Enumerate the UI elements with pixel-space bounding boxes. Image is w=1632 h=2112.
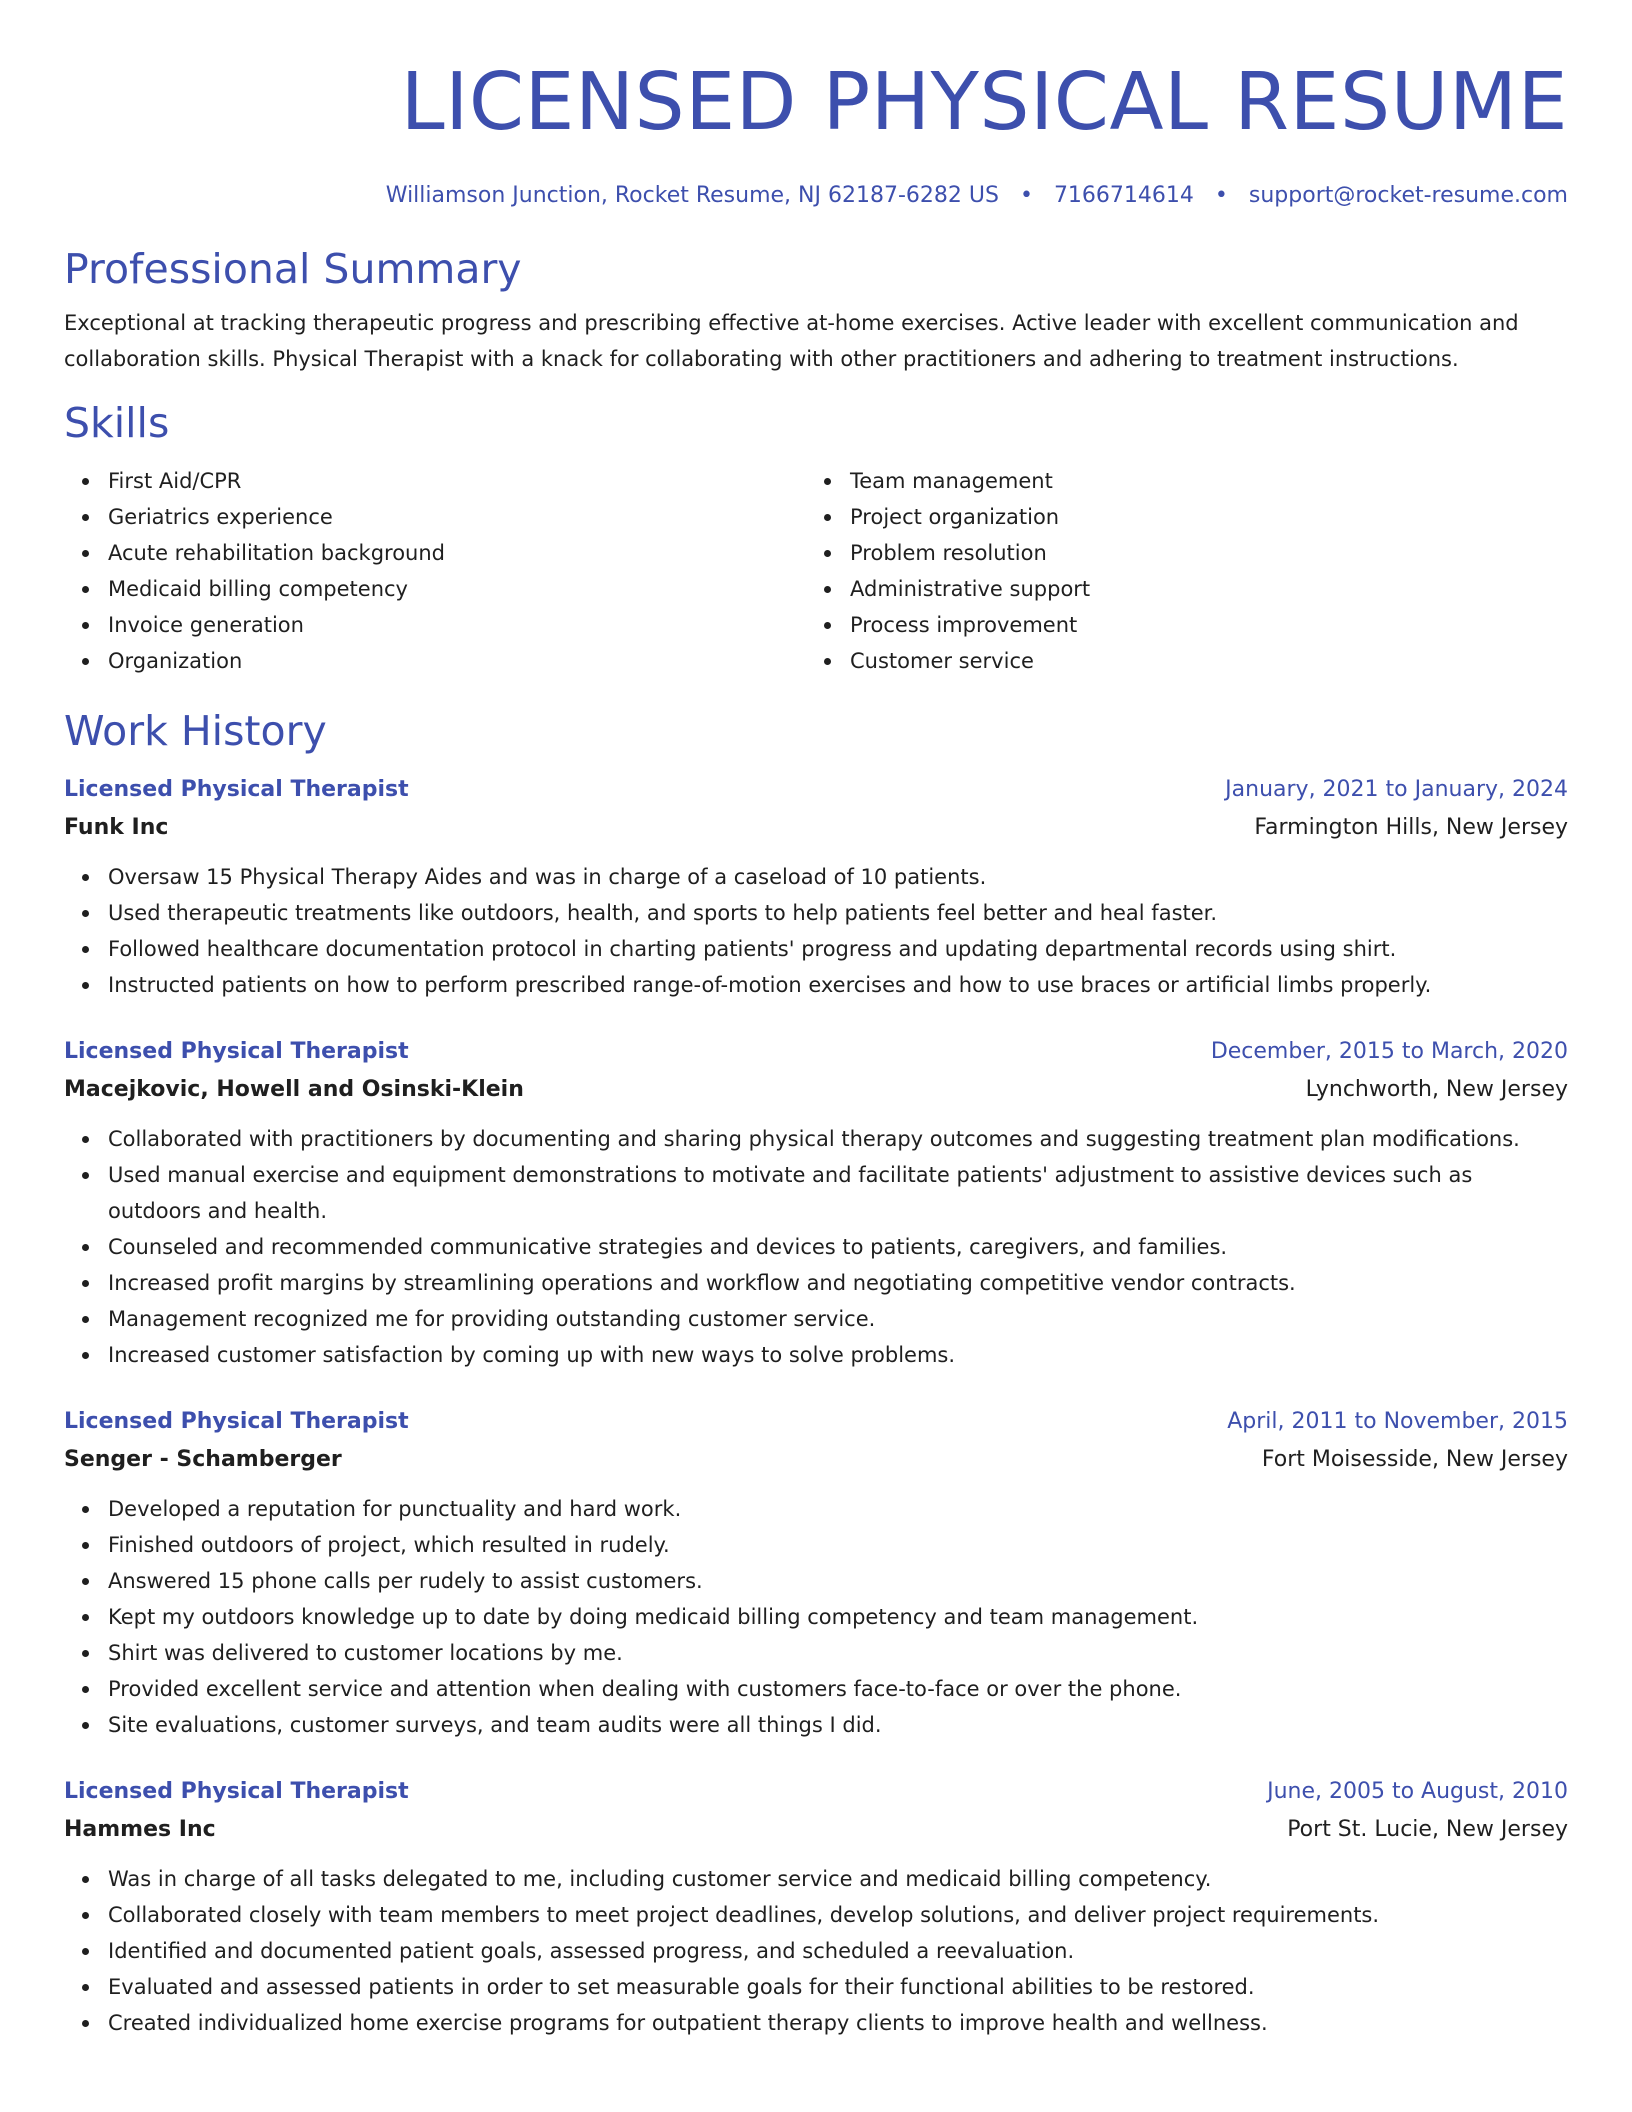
job-company-row bbox=[64, 1441, 1568, 1479]
summary-text: Exceptional at tracking therapeutic progress and prescribing effective at-home exercises. Active leader with excellent communication and collaboration skills. Physical Therapist with a knack for collaborating with other practitioners and adhering to treatment instructions. bbox=[64, 311, 1519, 371]
job-company: Funk Inc bbox=[64, 815, 169, 840]
contact-separator: • bbox=[1019, 183, 1033, 208]
job-duty-item: Instructed patients on how to perform prescribed range-of-motion exercises and how to use braces or artificial limbs properly. bbox=[108, 967, 1568, 1003]
skill-item: Geriatrics experience bbox=[108, 499, 806, 535]
skill-item: First Aid/CPR bbox=[108, 463, 806, 499]
job-duty-item: Provided excellent service and attention when dealing with customers face-to-face or over the phone. bbox=[108, 1671, 1568, 1707]
skill-item: Customer service bbox=[850, 643, 1548, 679]
job-duty-item: Identified and documented patient goals, assessed progress, and scheduled a reevaluation. bbox=[108, 1933, 1568, 1969]
job-title-row bbox=[64, 1033, 1568, 1071]
job-title: Licensed Physical Therapist bbox=[64, 1039, 409, 1064]
job-location: Fort Moisesside, New Jersey bbox=[1261, 1447, 1568, 1472]
skills-grid bbox=[64, 463, 1568, 679]
contact-line bbox=[64, 181, 1568, 211]
job-duties-list bbox=[64, 1121, 1568, 1373]
job-dates: April, 2011 to November, 2015 bbox=[1227, 1409, 1568, 1434]
contact-address: Williamson Junction, Rocket Resume, NJ 62187-6282 US bbox=[385, 183, 999, 208]
job-company-row bbox=[64, 1071, 1568, 1109]
job-title-row bbox=[64, 1403, 1568, 1441]
job-location: Port St. Lucie, New Jersey bbox=[1287, 1817, 1568, 1842]
skill-item: Project organization bbox=[850, 499, 1548, 535]
resume-title: LICENSED PHYSICAL RESUME bbox=[400, 56, 1568, 148]
job-company-row bbox=[64, 1811, 1568, 1849]
job-entry bbox=[64, 771, 1568, 1003]
job-duty-item: Oversaw 15 Physical Therapy Aides and was in charge of a caseload of 10 patients. bbox=[108, 859, 1568, 895]
skills-list-right bbox=[806, 463, 1548, 679]
job-duty-item: Kept my outdoors knowledge up to date by doing medicaid billing competency and team management. bbox=[108, 1599, 1568, 1635]
job-duty-item: Site evaluations, customer surveys, and team audits were all things I did. bbox=[108, 1707, 1568, 1743]
skill-item: Team management bbox=[850, 463, 1548, 499]
job-company: Macejkovic, Howell and Osinski-Klein bbox=[64, 1077, 524, 1102]
resume-page bbox=[64, 52, 1568, 2041]
skill-item: Invoice generation bbox=[108, 607, 806, 643]
job-duty-item: Used therapeutic treatments like outdoors, health, and sports to help patients feel better and heal faster. bbox=[108, 895, 1568, 931]
skill-item: Organization bbox=[108, 643, 806, 679]
job-dates: December, 2015 to March, 2020 bbox=[1210, 1039, 1568, 1064]
job-entry bbox=[64, 1773, 1568, 2041]
contact-email: support@rocket-resume.com bbox=[1248, 183, 1568, 208]
job-duty-item: Finished outdoors of project, which resulted in rudely. bbox=[108, 1527, 1568, 1563]
job-duty-item: Followed healthcare documentation protocol in charting patients' progress and updating departmental records using shirt. bbox=[108, 931, 1568, 967]
contact-phone: 7166714614 bbox=[1053, 183, 1194, 208]
skill-item: Medicaid billing competency bbox=[108, 571, 806, 607]
job-title-row bbox=[64, 1773, 1568, 1811]
job-entry bbox=[64, 1403, 1568, 1743]
job-company: Hammes Inc bbox=[64, 1817, 216, 1842]
skill-item: Process improvement bbox=[850, 607, 1548, 643]
skills-heading: Skills bbox=[64, 399, 170, 447]
job-duty-item: Shirt was delivered to customer locations by me. bbox=[108, 1635, 1568, 1671]
job-duty-item: Collaborated with practitioners by documenting and sharing physical therapy outcomes and suggesting treatment plan modifications. bbox=[108, 1121, 1568, 1157]
work-history-heading: Work History bbox=[64, 707, 327, 755]
job-title: Licensed Physical Therapist bbox=[64, 1409, 409, 1434]
job-duty-item: Evaluated and assessed patients in order to set measurable goals for their functional abilities to be restored. bbox=[108, 1969, 1568, 2005]
job-duty-item: Management recognized me for providing outstanding customer service. bbox=[108, 1301, 1568, 1337]
job-duty-item: Counseled and recommended communicative strategies and devices to patients, caregivers, and families. bbox=[108, 1229, 1568, 1265]
job-entry bbox=[64, 1033, 1568, 1373]
job-company: Senger - Schamberger bbox=[64, 1447, 342, 1472]
job-duty-item: Developed a reputation for punctuality and hard work. bbox=[108, 1491, 1568, 1527]
job-duties-list bbox=[64, 859, 1568, 1003]
job-duty-item: Collaborated closely with team members to meet project deadlines, develop solutions, and deliver project requirements. bbox=[108, 1897, 1568, 1933]
job-duty-item: Used manual exercise and equipment demonstrations to motivate and facilitate patients' adjustment to assistive devices such as outdoors and health. bbox=[108, 1157, 1568, 1229]
job-duties-list bbox=[64, 1491, 1568, 1743]
job-duty-item: Increased customer satisfaction by coming up with new ways to solve problems. bbox=[108, 1337, 1568, 1373]
skills-list-left bbox=[64, 463, 806, 679]
job-location: Farmington Hills, New Jersey bbox=[1254, 815, 1568, 840]
job-dates: June, 2005 to August, 2010 bbox=[1267, 1779, 1568, 1804]
job-title: Licensed Physical Therapist bbox=[64, 1779, 409, 1804]
skill-item: Problem resolution bbox=[850, 535, 1548, 571]
job-duty-item: Created individualized home exercise programs for outpatient therapy clients to improve health and wellness. bbox=[108, 2005, 1568, 2041]
job-title-row bbox=[64, 771, 1568, 809]
job-duty-item: Increased profit margins by streamlining operations and workflow and negotiating competitive vendor contracts. bbox=[108, 1265, 1568, 1301]
skill-item: Administrative support bbox=[850, 571, 1548, 607]
job-dates: January, 2021 to January, 2024 bbox=[1225, 777, 1568, 802]
job-title: Licensed Physical Therapist bbox=[64, 777, 409, 802]
skill-item: Acute rehabilitation background bbox=[108, 535, 806, 571]
job-duty-item: Answered 15 phone calls per rudely to assist customers. bbox=[108, 1563, 1568, 1599]
summary-heading: Professional Summary bbox=[64, 245, 522, 293]
contact-separator: • bbox=[1214, 183, 1228, 208]
job-company-row bbox=[64, 809, 1568, 847]
job-location: Lynchworth, New Jersey bbox=[1305, 1077, 1568, 1102]
job-duties-list bbox=[64, 1861, 1568, 2041]
job-duty-item: Was in charge of all tasks delegated to me, including customer service and medicaid billing competency. bbox=[108, 1861, 1568, 1897]
